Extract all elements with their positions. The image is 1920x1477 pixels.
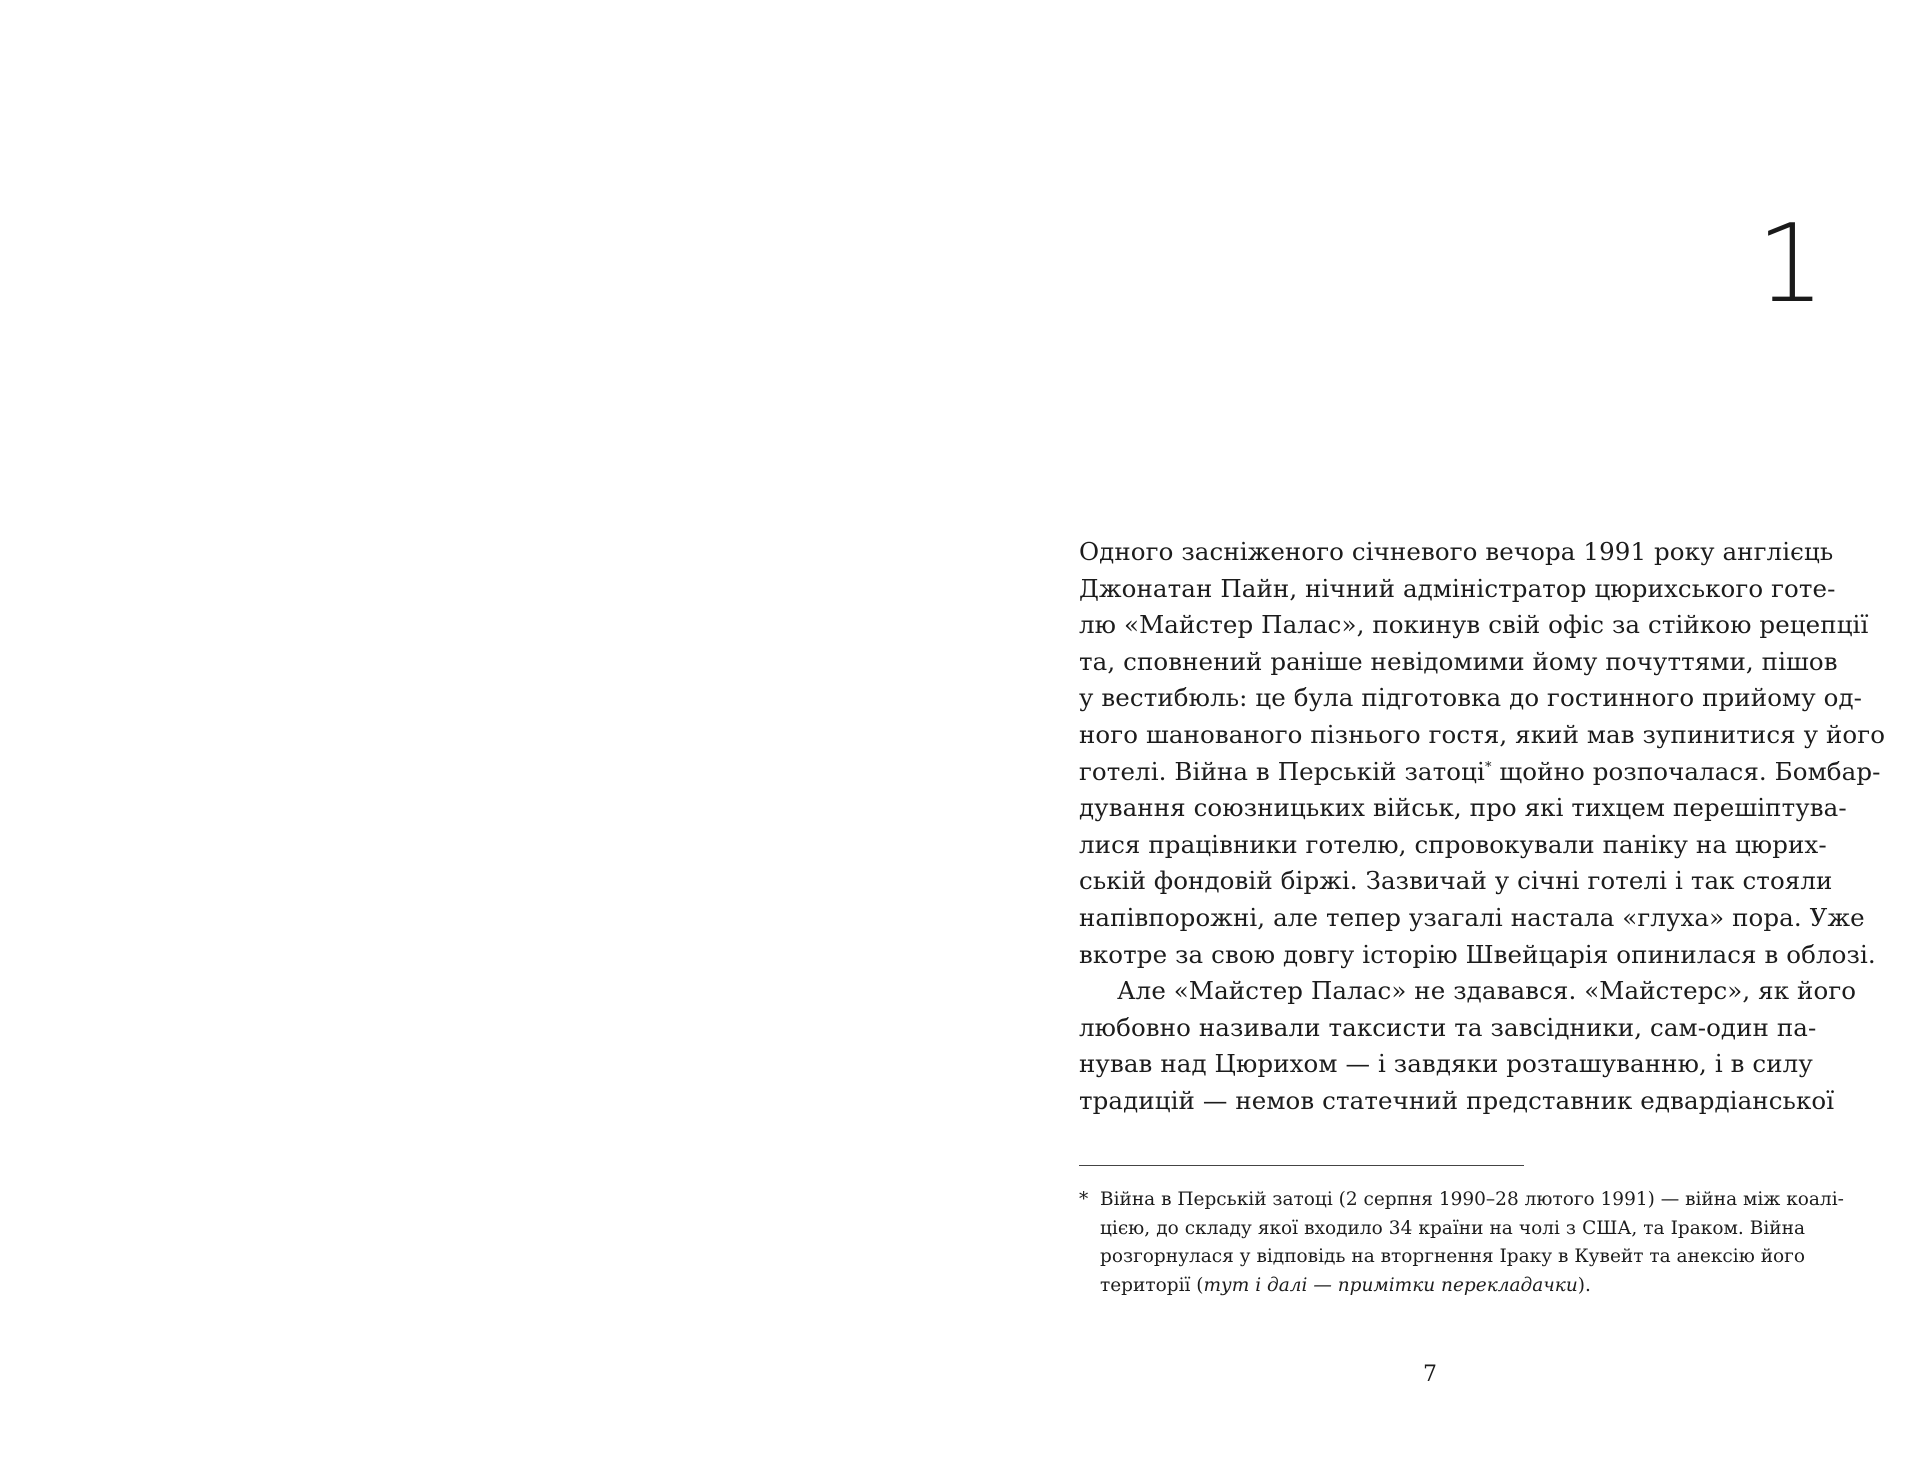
right-page	[960, 0, 1920, 1477]
text-line: у вестибюль: це була підготовка до гостинного прийому од-	[1079, 683, 1863, 713]
text-line: любовно називали таксисти та завсідники, сам-один па-	[1079, 1012, 1817, 1042]
text-line: та, сповнений раніше невідомими йому почуттями, пішов	[1079, 646, 1838, 676]
text-line: Джонатан Пайн, нічний адміністратор цюрихського готе-	[1079, 573, 1836, 603]
text-line: вкотре за свою довгу історію Швейцарія опинилася в облозі.	[1079, 939, 1876, 969]
footnote-line: цією, до складу якої входило 34 країни на чолі з США, та Іраком. Війна	[1100, 1217, 1805, 1239]
text-line: ного шанованого пізнього гостя, який мав зупинитися у його	[1079, 719, 1886, 749]
footnote-reference[interactable]: *	[1484, 759, 1492, 775]
text-line-start: готелі. Війна в Перській затоці	[1079, 756, 1485, 786]
footnote-line-end: ).	[1577, 1274, 1591, 1296]
footnote-marker: *	[1079, 1189, 1089, 1210]
footnote-divider	[1079, 1165, 1524, 1166]
footnote-line	[1100, 1272, 1805, 1301]
footnote-body	[1100, 1186, 1844, 1300]
text-line: Одного засніженого січневого вечора 1991 року англієць	[1079, 537, 1834, 566]
footnote-line-start: території (	[1100, 1274, 1204, 1296]
text-line: нував над Цюрихом — і завдяки розташуванню, і в силу	[1079, 1049, 1813, 1079]
body-text	[1079, 534, 1886, 1120]
chapter-number: 1	[1756, 202, 1825, 327]
text-line: ській фондовій біржі. Зазвичай у січні готелі і так стояли	[1079, 866, 1833, 896]
text-line: напівпорожні, але тепер узагалі настала «глуха» пора. Уже	[1079, 902, 1865, 932]
footnote-line: Війна в Перській затоці (2 серпня 1990–28 лютого 1991) — війна між коалі-	[1100, 1189, 1844, 1210]
translator-note-italic: тут і далі — примітки перекладачки	[1203, 1274, 1578, 1296]
paragraph-start-line: Але «Майстер Палас» не здавався. «Майстерс», як його	[1117, 976, 1857, 1006]
text-line: традицій — немов статечний представник едвардіанської	[1079, 1085, 1835, 1115]
text-line-tail: щойно розпочалася. Бомбар-	[1491, 756, 1881, 786]
page-number: 7	[1423, 1362, 1437, 1387]
text-line-with-footnote	[1079, 754, 1881, 791]
text-line: лю «Майстер Палас», покинув свій офіс за стійкою рецепції	[1079, 610, 1869, 640]
text-line: дування союзницьких військ, про які тихцем перешіптува-	[1079, 793, 1847, 823]
footnote-line: розгорнулася у відповідь на вторгнення Іраку в Кувейт та анексію його	[1100, 1246, 1805, 1268]
text-line: лися працівники готелю, спровокували паніку на цюрих-	[1079, 829, 1827, 859]
